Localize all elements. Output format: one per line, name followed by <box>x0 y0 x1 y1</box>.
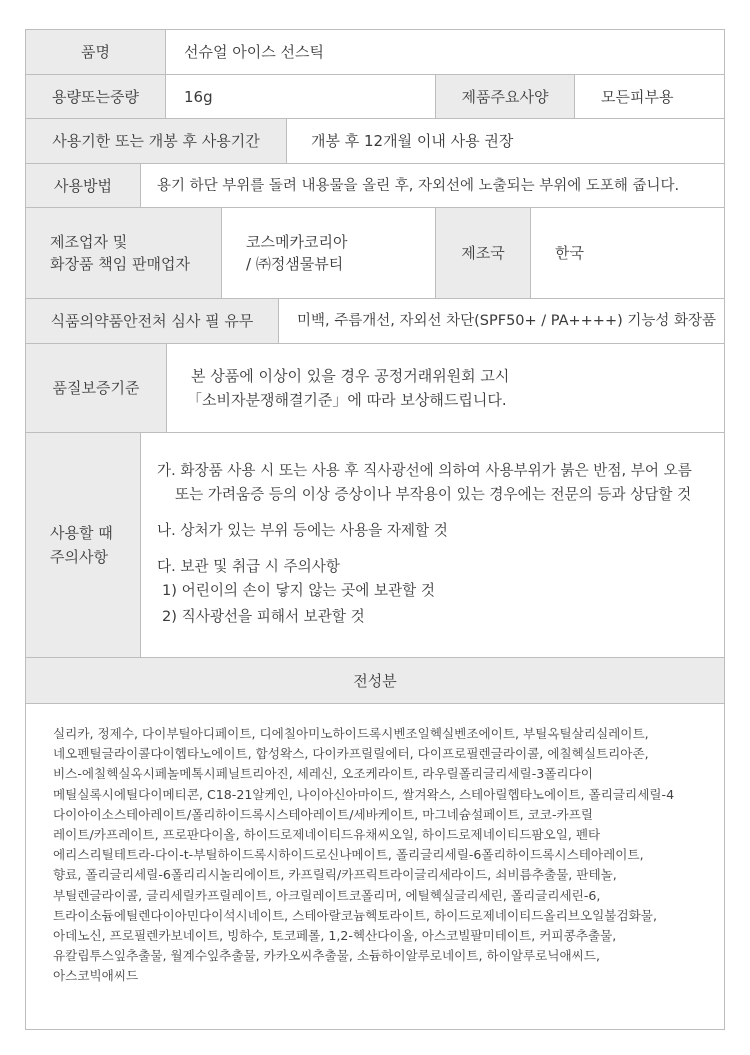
capacity-value <box>165 75 435 118</box>
warranty-label <box>26 344 166 432</box>
ingredients-line: 부틸렌글라이콜, 글리세릴카프릴레이트, 아크릴레이트코폴리머, 에틸헥실글리세린, 폴리글리세린-6, <box>53 887 601 903</box>
row-maker <box>26 208 724 299</box>
maker-label <box>26 208 221 298</box>
product-name-value-text: 선슈얼 아이스 선스틱 <box>184 43 324 61</box>
row-warranty <box>26 344 724 433</box>
mfds-label <box>26 299 278 343</box>
ingredients-label <box>26 658 724 703</box>
usage-label-text: 사용방법 <box>54 176 112 195</box>
product-name-value <box>165 30 724 74</box>
capacity-value-text: 16g <box>184 87 213 106</box>
maker-label-line1: 제조업자 및 <box>50 233 128 251</box>
warranty-value-line1: 본 상품에 이상이 있을 경우 공정거래위원회 고시 <box>191 367 510 385</box>
spec-value-text: 모든피부용 <box>601 87 674 106</box>
ingredients-line: 비스-에칠헥실옥시페놀메톡시페닐트리아진, 세레신, 오조케라이트, 라우릴폴리글리세릴-3폴리다이 <box>53 766 593 782</box>
ingredients-line: 아스코빅애씨드 <box>53 968 139 984</box>
caution-value <box>140 433 724 657</box>
caution-label <box>26 433 140 657</box>
country-label-text: 제조국 <box>461 244 505 262</box>
usage-value <box>140 164 724 207</box>
caution-item-b: 나. 상처가 있는 부위 등에는 사용을 자제할 것 <box>157 522 448 539</box>
mfds-label-text: 식품의약품안전처 심사 필 유무 <box>50 312 254 330</box>
row-capacity <box>26 75 724 119</box>
ingredients-line: 트라이소듐에틸렌다이아민다이석시네이트, 스테아랄코늄헥토라이트, 하이드로제네이티드올리브오일불검화물, <box>53 907 657 923</box>
row-ingredients-header <box>26 658 724 704</box>
ingredients-line: 네오펜틸글라이콜다이헵타노에이트, 합성왁스, 다이카프릴릴에터, 다이프로필렌글라이콜, 에칠헥실트리아존, <box>53 746 649 762</box>
ingredients-line: 다이아이소스테아레이트/폴리하이드록시스테아레이트/세바케이트, 마그네슘설페이트, 코코-카프릴 <box>53 806 593 822</box>
ingredients-line: 에리스리틸테트라-다이-t-부틸하이드록시하이드로신나메이트, 폴리글리세릴-6폴리하이드록시스테아레이트, <box>53 847 644 863</box>
maker-value-line2: / ㈜정샘물뷰티 <box>246 255 344 273</box>
expiry-value <box>286 119 724 163</box>
caution-item-a-line2: 또는 가려움증 등의 이상 증상이나 부작용이 있는 경우에는 전문의 등과 상담할 것 <box>175 486 692 503</box>
caution-item-c: 다. 보관 및 취급 시 주의사항 <box>157 558 340 575</box>
row-mfds <box>26 299 724 344</box>
caution-label-line2: 주의사항 <box>50 548 108 566</box>
row-ingredients-body <box>26 704 724 1029</box>
maker-value-line1: 코스메카코리아 <box>246 233 348 251</box>
caution-item-a-line1: 가. 화장품 사용 시 또는 사용 후 직사광선에 의하여 사용부위가 붉은 반점, 부어 오름 <box>157 462 692 479</box>
warranty-value <box>166 344 724 432</box>
caution-label-line1: 사용할 때 <box>50 524 113 542</box>
spec-label <box>435 75 574 118</box>
capacity-label-text: 용량또는중량 <box>52 87 139 106</box>
row-caution <box>26 433 724 658</box>
row-expiry <box>26 119 724 164</box>
product-name-label <box>26 30 165 74</box>
mfds-value <box>278 299 724 343</box>
country-value <box>530 208 724 298</box>
row-product-name <box>26 30 724 75</box>
caution-item-c1: 1) 어린이의 손이 닿지 않는 곳에 보관할 것 <box>162 582 436 599</box>
ingredients-line: 아데노신, 프로필렌카보네이트, 빙하수, 토코페롤, 1,2-헥산다이올, 아스코빌팔미테이트, 커피콩추출물, <box>53 928 617 944</box>
capacity-label <box>26 75 165 118</box>
ingredients-line: 메틸실록시에틸다이메티콘, C18-21알케인, 나이아신아마이드, 쌀겨왁스, 스테아릴헵타노에이트, 폴리글리세릴-4 <box>53 786 675 802</box>
warranty-label-text: 품질보증기준 <box>52 379 140 397</box>
expiry-label-text: 사용기한 또는 개봉 후 사용기간 <box>52 132 260 150</box>
product-name-label-text: 품명 <box>81 43 110 61</box>
ingredients-label-text: 전성분 <box>353 671 397 690</box>
ingredients-line: 향료, 폴리글리세릴-6폴리리시놀리에이트, 카프릴릭/카프릭트라이글리세라이드, 쇠비름추출물, 판테놀, <box>53 867 617 883</box>
ingredients-line: 레이트/카프레이트, 프로판다이올, 하이드로제네이티드유채씨오일, 하이드로제네이티드팜오일, 펜타 <box>53 827 601 843</box>
warranty-value-line2: 「소비자분쟁해결기준」에 따라 보상해드립니다. <box>187 391 507 409</box>
spec-label-text: 제품주요사양 <box>461 87 549 106</box>
maker-value <box>221 208 435 298</box>
maker-label-line2: 화장품 책임 판매업자 <box>50 255 190 273</box>
ingredients-list <box>53 724 716 987</box>
ingredients-line: 실리카, 정제수, 다이부틸아디페이트, 디에칠아미노하이드록시벤조일헥실벤조에이트, 부틸옥틸살리실레이트, <box>53 726 649 741</box>
usage-label <box>26 164 140 207</box>
row-usage <box>26 164 724 208</box>
expiry-value-text: 개봉 후 12개월 이내 사용 권장 <box>311 132 514 150</box>
caution-item-c2: 2) 직사광선을 피해서 보관할 것 <box>162 608 365 625</box>
product-info-table <box>25 29 725 1030</box>
mfds-value-text: 미백, 주름개선, 자외선 차단(SPF50+ / PA++++) 기능성 화장품 <box>297 313 717 329</box>
ingredients-line: 유칼립투스잎추출물, 월계수잎추출물, 카카오씨추출물, 소듐하이알루로네이트, 하이알루로닉애씨드, <box>53 948 600 964</box>
expiry-label <box>26 119 286 163</box>
usage-value-text: 용기 하단 부위를 돌려 내용물을 올린 후, 자외선에 노출되는 부위에 도포해 줍니다. <box>157 177 680 194</box>
country-label <box>435 208 530 298</box>
country-value-text: 한국 <box>555 244 584 262</box>
spec-value <box>574 75 724 118</box>
